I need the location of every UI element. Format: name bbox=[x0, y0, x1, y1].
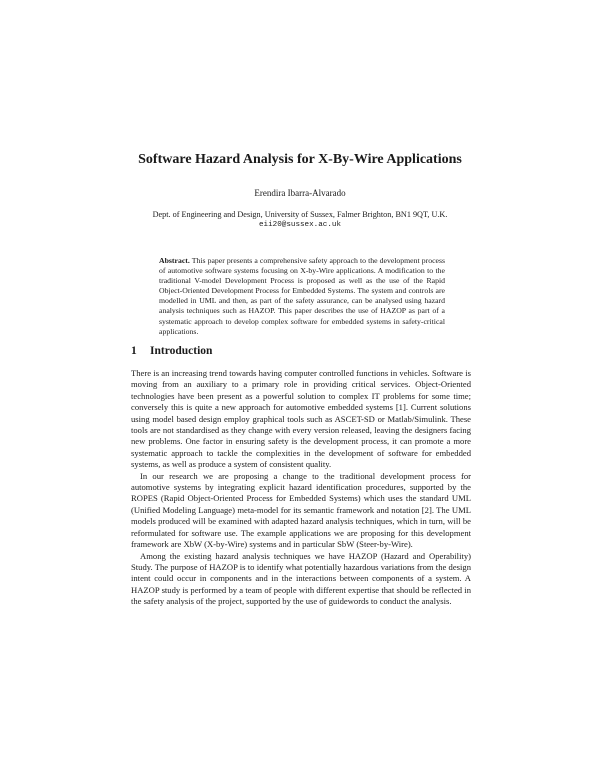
abstract-text: This paper presents a comprehensive safety approach to the development process of automotive software systems focusing on X-by-Wire applications. A modification to the traditional V-model Development Process is proposed as well as the use of the Rapid Object-Oriented Development Process for Embedded Systems. The system and controls are modelled in UML and then, as part of the safety assurance, can be analysed using hazard analysis techniques such as HAZOP. This paper describes the use of HAZOP as part of a systematic approach to develop complex software for embedded systems in safety-critical applications. bbox=[159, 256, 445, 336]
body-paragraph: In our research we are proposing a change to the traditional development process for automotive systems by integrating explicit hazard identification procedures, supported by the ROPES (Rapid Object-Oriented Process for Embedded Systems) which uses the standard UML (Unified Modeling Language) meta-model for its semantic framework and notation [2]. The UML models produced will be examined with adapted hazard analysis techniques, which in turn, will be reformulated for software use. The example applications we are proposing for this development framework are XbW (X-by-Wire) systems and in particular SbW (Steer-by-Wire). bbox=[131, 470, 471, 550]
section-title: Introduction bbox=[150, 345, 213, 357]
section-heading bbox=[131, 345, 212, 357]
author-affiliation: Dept. of Engineering and Design, University of Sussex, Falmer Brighton, BN1 9QT, U.K. bbox=[152, 210, 448, 219]
abstract bbox=[159, 256, 445, 337]
body-paragraph: Among the existing hazard analysis techniques we have HAZOP (Hazard and Operability) Study. The purpose of HAZOP is to identify what potentially hazardous variations from the design intent could occur in components and in the interactions between components of a system. A HAZOP study is performed by a team of people with different expertise that should be reflected in the safety analysis of the project, supported by the use of guidewords to conduct the analysis. bbox=[131, 550, 471, 607]
section-body bbox=[131, 368, 471, 608]
abstract-label: Abstract. bbox=[159, 256, 190, 265]
author-email: eii20@sussex.ac.uk bbox=[258, 221, 342, 229]
paper-title: Software Hazard Analysis for X-By-Wire Applications bbox=[138, 152, 462, 167]
author-name: Erendira Ibarra-Alvarado bbox=[254, 188, 346, 198]
section-number: 1 bbox=[131, 345, 137, 357]
body-paragraph: There is an increasing trend towards having computer controlled functions in vehicles. Software is moving from an auxiliary to a primary role in providing critical services. Object-Oriented technologies have been present as a powerful solution to complex IT problems for some time; conversely this is quite a new approach for automotive embedded systems [1]. Current solutions using model based design employ graphical tools such as ASCET-SD or Matlab/Simulink. These tools are not standardised as they change with every version released, leaving the designers facing new problems. One factor in ensuring safety is the development process, it can promote a more systematic approach to tackle the complexities in the development of software for embedded systems, as well as produce a system of consistent quality. bbox=[131, 368, 471, 470]
